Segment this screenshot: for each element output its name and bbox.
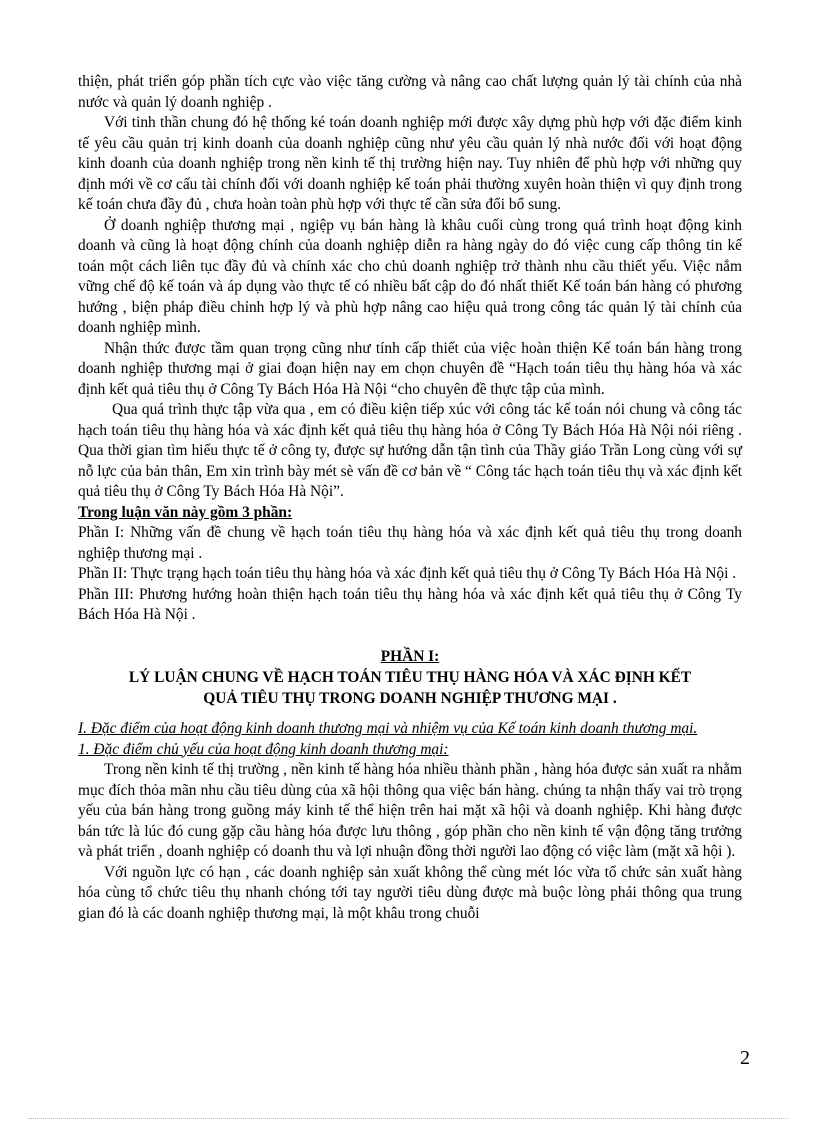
paragraph-trading-enterprise: Ở doanh nghiệp thương mại , ngiệp vụ bán hàng là khâu cuối cùng trong quá trình hoạt động kinh doanh và cũng là hoạt động chính của doanh nghiệp diễn ra hàng ngày do đó việc cung cấp thông tin kế toán một cách liên tục đầy đủ và chính xác cho chủ doanh nghiệp trở thành nhu cầu thiết yếu. Việc nắm vững chế độ kế toán và áp dụng vào thực tế có nhiều bất cập do đó nhất thiết Kế toán bán hàng có phương hướng , biện pháp điều chỉnh hợp lý và phù hợp nâng cao hiệu quả trong công tác quản lý tài chính của doanh nghiệp mình. xyxy=(78,216,742,336)
spacer xyxy=(78,709,742,719)
chapter-title-line-2: QUẢ TIÊU THỤ TRONG DOANH NGHIỆP THƯƠNG MẠI . xyxy=(203,690,617,707)
spacer xyxy=(78,626,742,646)
paragraph-limited-resources: Với nguồn lực có hạn , các doanh nghiệp sản xuất không thể cùng mét lóc vừa tổ chức sản xuất hàng hóa cùng tổ chức tiêu thụ nhanh chóng tới tay người tiêu dùng được mà buộc lòng phải thông qua trung gian đó là các doanh nghiệp thương mại, là một khâu trong chuỗi xyxy=(78,863,742,922)
section-heading: I. Đặc điểm của hoạt động kinh doanh thương mại và nhiệm vụ của Kế toán kinh doanh thương mại. xyxy=(78,720,698,737)
part-two-summary: Phần II: Thực trạng hạch toán tiêu thụ hàng hóa và xác định kết quả tiêu thụ ở Công Ty Bách Hóa Hà Nội . xyxy=(78,565,737,582)
paragraph-intro-continued: thiện, phát triển góp phần tích cực vào việc tăng cường và nâng cao chất lượng quản lý tài chính của nhà nước và quản lý doanh nghiệp . xyxy=(78,73,742,111)
chapter-label: PHẦN I: xyxy=(380,647,440,665)
structure-heading: Trong luận văn này gồm 3 phần: xyxy=(78,503,293,521)
page-border-line xyxy=(28,1118,788,1119)
paragraph-internship: Qua quá trình thực tập vừa qua , em có điều kiện tiếp xúc với công tác kế toán nói chung và công tác hạch toán tiêu thụ hàng hóa và xác định kết quả tiêu thụ hàng hóa ở Công Ty Bách Hóa Hà Nội nói riêng . Qua thời gian tìm hiểu thực tế ở công ty, được sự hướng dẫn tận tình của Thầy giáo Trần Long cùng với sự nỗ lực của bản thân, Em xin trình bày mét sè vấn đề cơ bản về “ Công tác hạch toán tiêu thụ và xác định kết quả tiêu thụ ở Công Ty Bách Hóa Hà Nội”. xyxy=(78,401,742,500)
paragraph-market-economy: Trong nền kinh tế thị trường , nền kinh tế hàng hóa nhiều thành phần , hàng hóa được sản xuất ra nhằm mục đích thỏa mãn nhu cầu tiêu dùng của xã hội thông qua việc bán hàng. chúng ta nhận thấy vai trò trọng yếu của bán hàng trong guồng máy kinh tế thể hiện trên hai mặt xã hội và doanh nghiệp. Khi hàng được bán tức là lúc đó cung gặp cầu hàng hóa được lưu thông , góp phần cho nền kinh tế vận động tăng trưởng và phát triển , doanh nghiệp có doanh thu và lợi nhuận đồng thời người lao động có việc làm (mặt xã hội ). xyxy=(78,761,742,860)
paragraph-topic-choice: Nhận thức được tầm quan trọng cũng như tính cấp thiết của việc hoàn thiện Kế toán bán hàng trong doanh nghiệp thương mại ở giai đoạn hiện nay em chọn chuyên đề “Hạch toán tiêu thụ hàng hóa và xác định kết quả tiêu thụ ở Công Ty Bách Hóa Hà Nội “cho chuyên đề thực tập của mình. xyxy=(78,339,742,398)
part-three-summary: Phần III: Phương hướng hoàn thiện hạch toán tiêu thụ hàng hóa và xác định kết quả tiêu thụ ở Công Ty Bách Hóa Hà Nội . xyxy=(78,585,742,623)
subsection-heading: 1. Đặc điểm chủ yếu của hoạt động kinh doanh thương mại: xyxy=(78,740,449,758)
page-content xyxy=(78,72,742,924)
page-number: 2 xyxy=(740,1047,750,1069)
chapter-title-line-1: LÝ LUẬN CHUNG VỀ HẠCH TOÁN TIÊU THỤ HÀNG HÓA VÀ XÁC ĐỊNH KẾT xyxy=(128,669,692,686)
part-one-summary: Phần I: Những vấn đề chung về hạch toán tiêu thụ hàng hóa và xác định kết quả tiêu thụ trong doanh nghiệp thương mại . xyxy=(78,524,742,562)
paragraph-accounting-system: Với tinh thần chung đó hệ thống ké toán doanh nghiệp mới được xây dựng phù hợp với đặc điểm kinh tế yêu cầu quản trị kinh doanh của doanh nghiệp cũng như yêu cầu quản lý nhà nước đối với hoạt động kinh doanh của doanh nghiệp trong nền kinh tế thị trường hiện nay. Tuy nhiên để phù hợp với những quy định mới về cơ cấu tài chính đối với doanh nghiệp kế toán phải thường xuyên hoàn thiện vì quy định trong kế toán chưa đầy đủ , chưa hoàn toàn phù hợp với thực tế cần sửa đổi bổ sung. xyxy=(78,114,742,213)
